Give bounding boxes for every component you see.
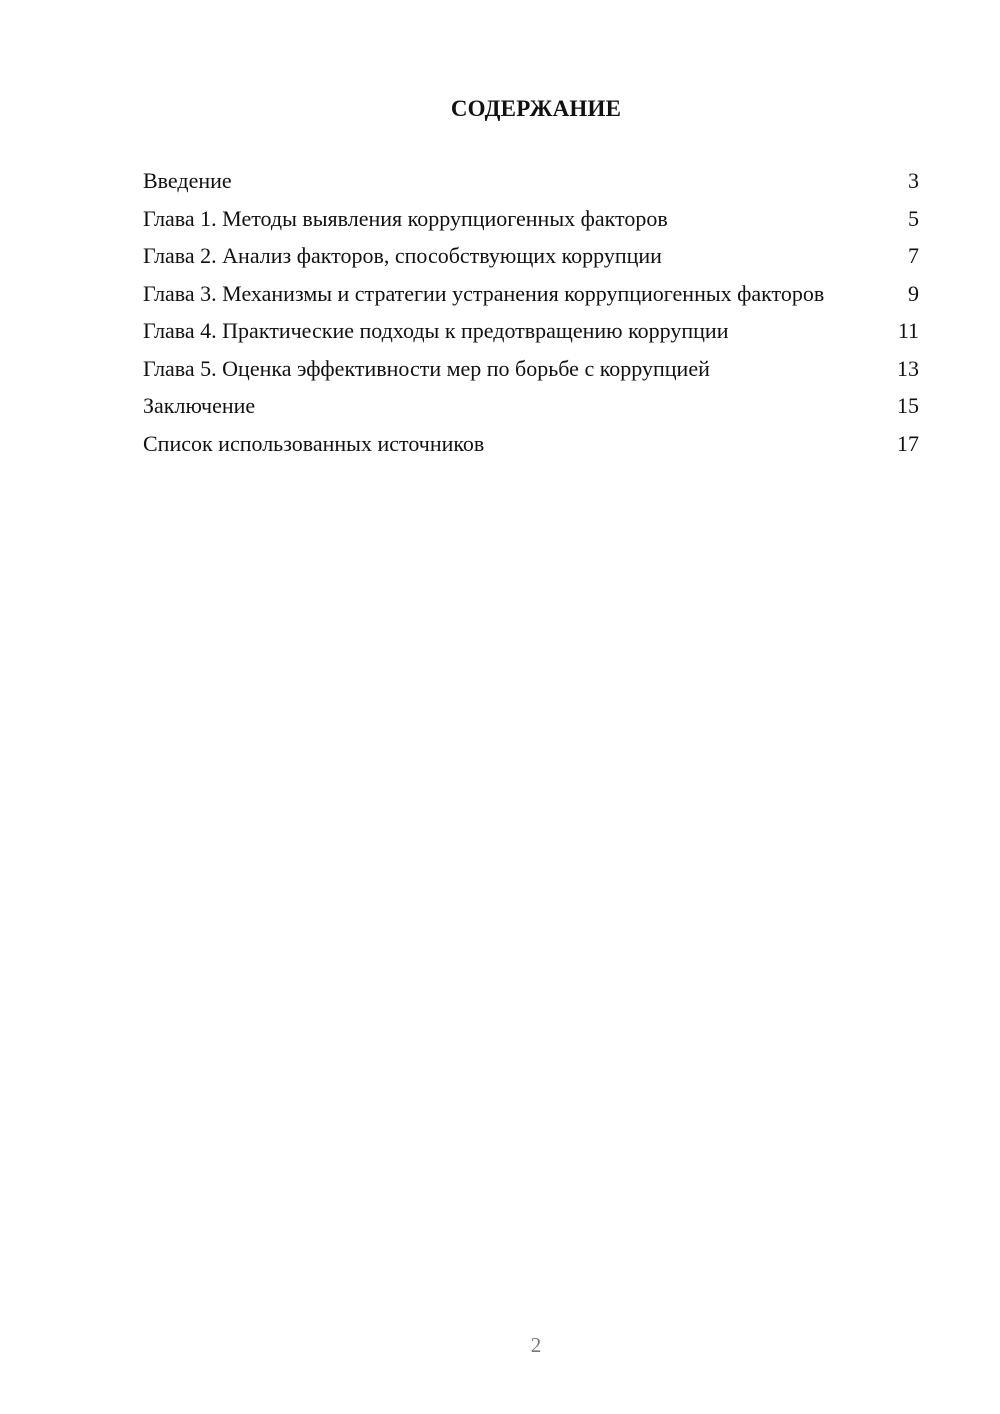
toc-item-label: Глава 2. Анализ факторов, способствующих коррупции [143,243,662,268]
toc-item-chapter-4[interactable] [143,318,919,344]
toc-item-chapter-1[interactable] [143,206,919,232]
toc-item-page-number: 17 [897,430,919,456]
toc-item-label: Глава 1. Методы выявления коррупциогенных факторов [143,205,668,231]
page-title: СОДЕРЖАНИЕ [450,96,622,121]
toc-item-page-number: 7 [908,243,919,268]
toc-item-introduction[interactable] [143,168,919,194]
toc-item-label: Список использованных источников [143,430,485,456]
toc-item-page-number: 3 [908,168,919,193]
toc-item-label: Глава 4. Практические подходы к предотвращению коррупции [143,318,729,343]
toc-item-page-number: 9 [908,280,919,306]
toc-item-page-number: 11 [897,318,919,343]
toc-item-chapter-3[interactable] [143,281,919,307]
toc-item-label: Введение [143,168,232,193]
toc-item-conclusion[interactable] [143,393,919,419]
toc-item-label: Заключение [143,393,256,418]
toc-item-page-number: 5 [908,205,919,231]
toc-item-references[interactable] [143,431,919,457]
toc-item-label: Глава 5. Оценка эффективности мер по борьбе с коррупцией [143,355,710,381]
page-number: 2 [530,1333,542,1357]
toc-item-page-number: 15 [897,393,919,418]
toc-item-label: Глава 3. Механизмы и стратегии устранения коррупциогенных факторов [143,280,825,306]
table-of-contents [143,168,919,468]
toc-item-chapter-2[interactable] [143,243,919,269]
toc-item-page-number: 13 [897,355,919,381]
toc-item-chapter-5[interactable] [143,356,919,382]
